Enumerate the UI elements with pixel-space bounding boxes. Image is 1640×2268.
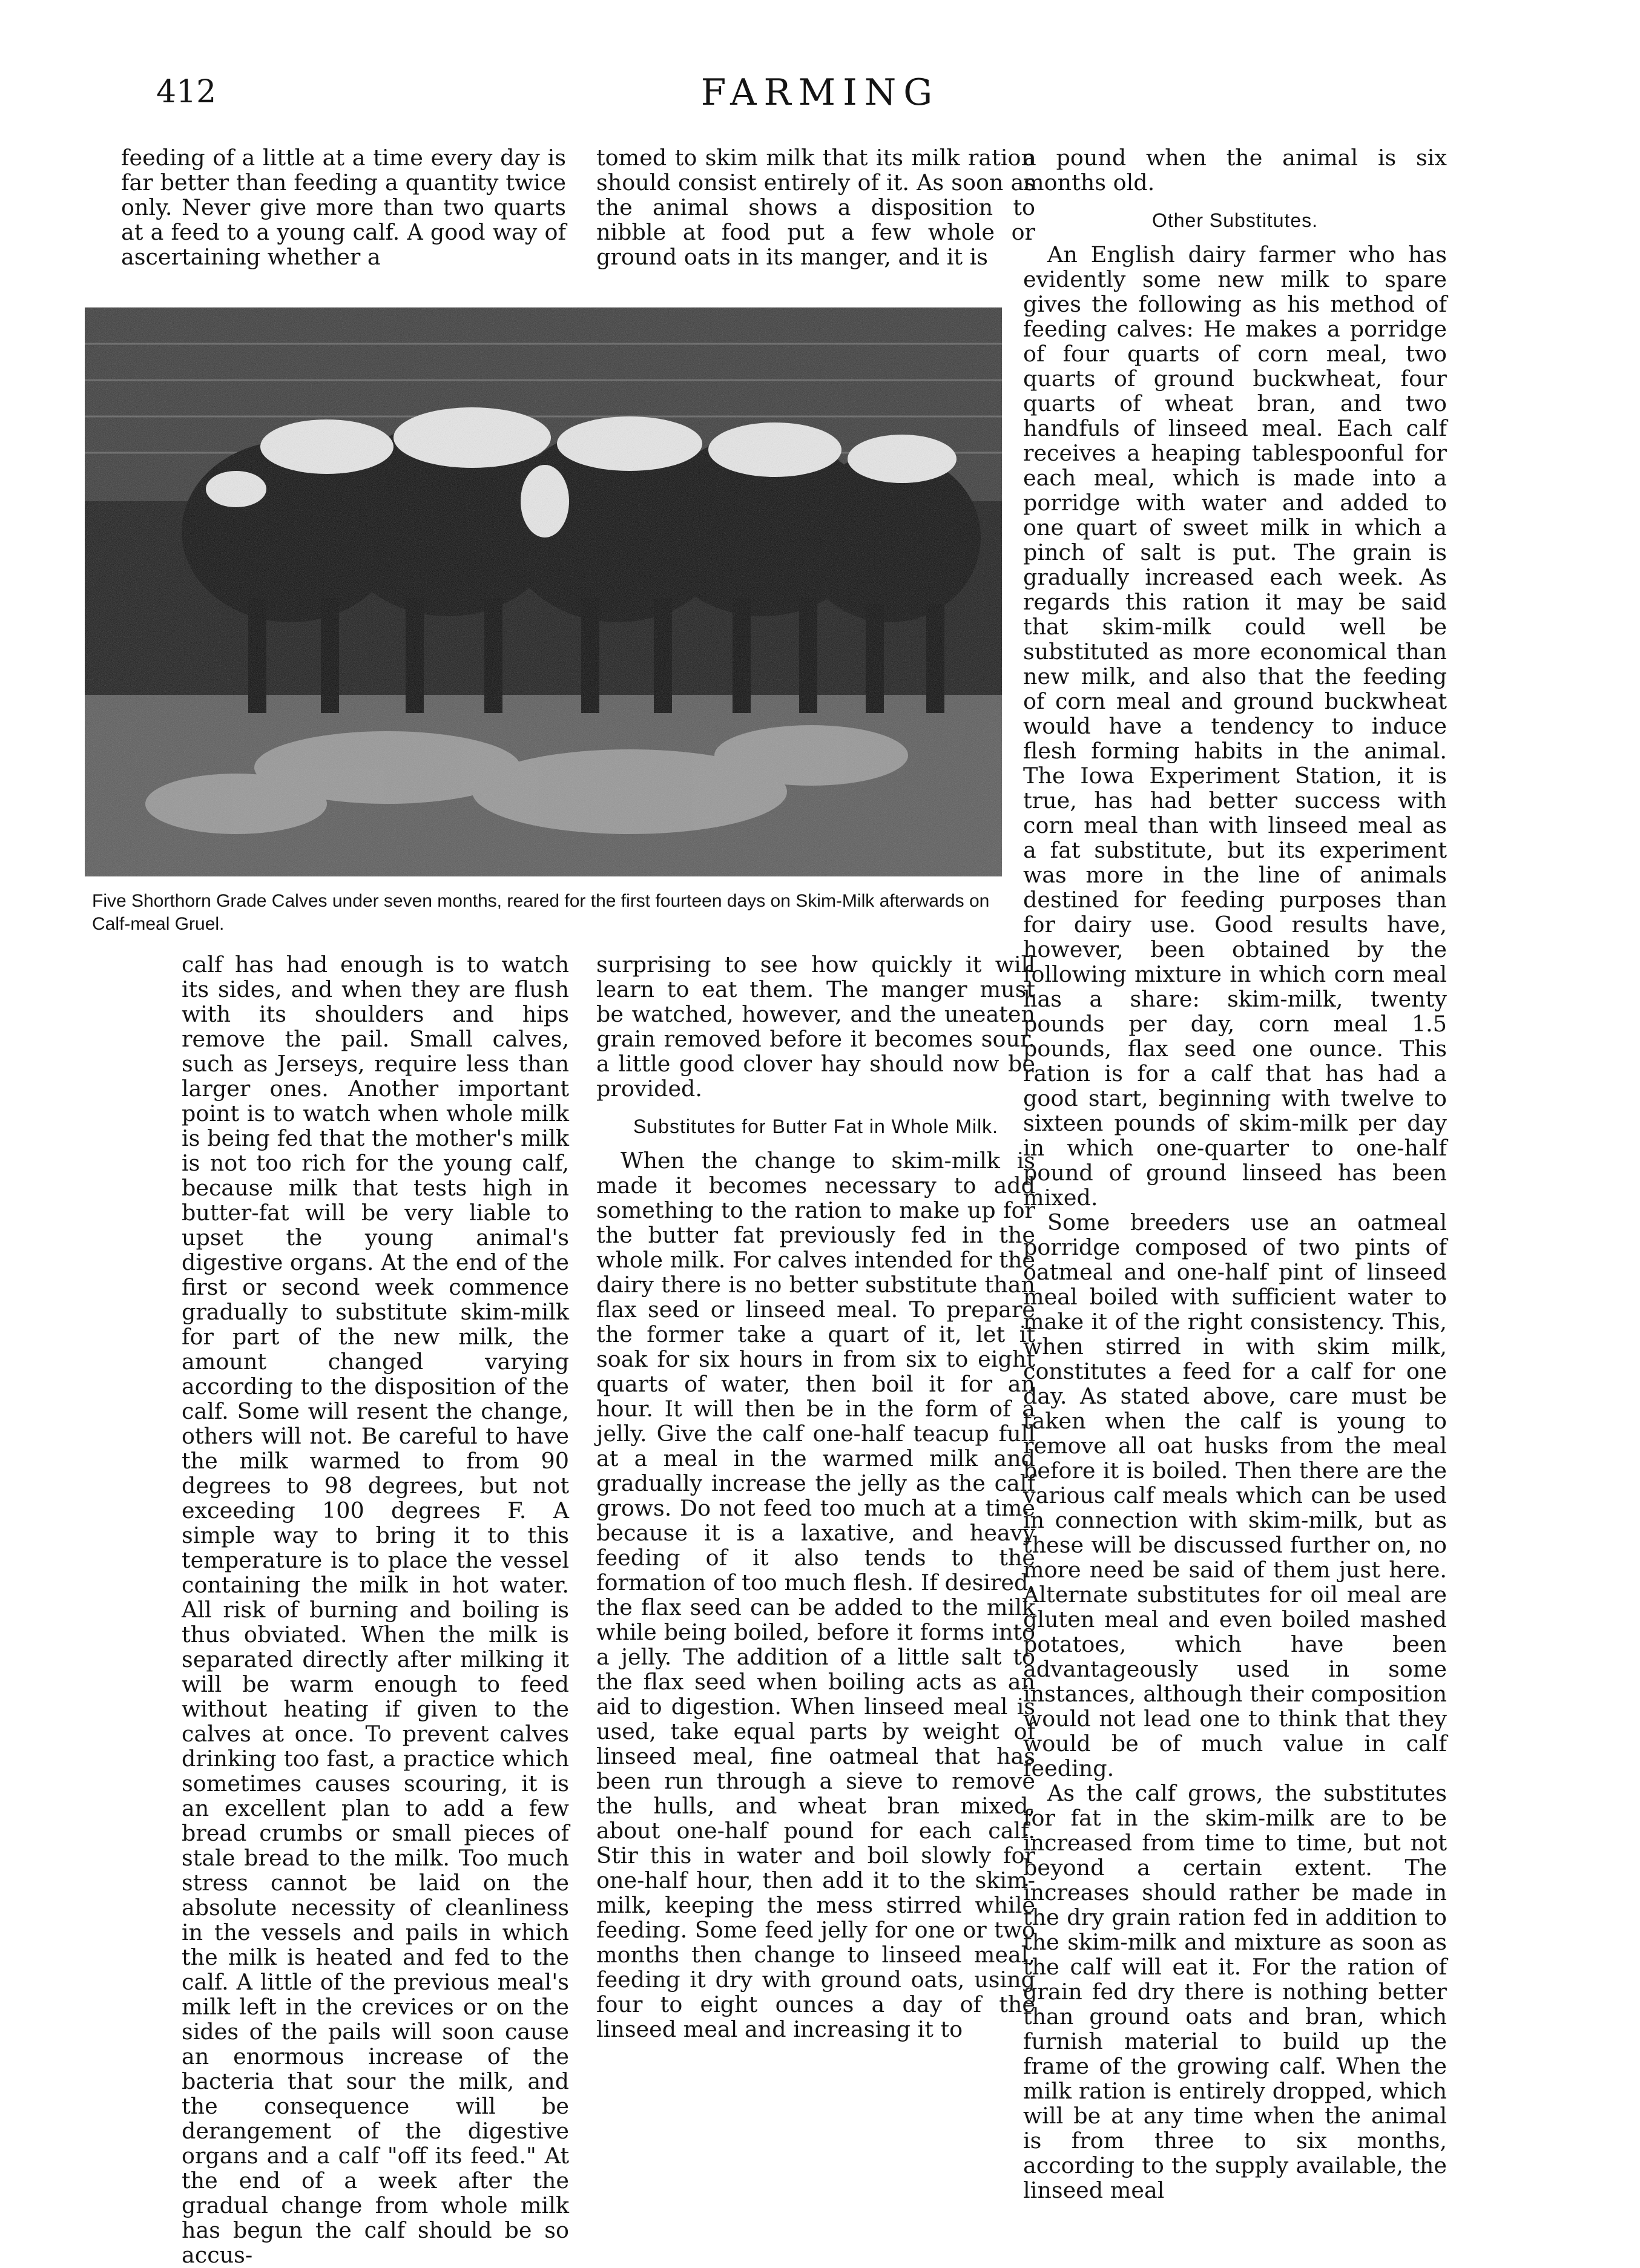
page-number: 412 — [156, 74, 217, 110]
section-heading-butter-fat: Substitutes for Butter Fat in Whole Milk. — [633, 1116, 998, 1137]
column-1-bottom — [182, 952, 569, 2267]
column-1-top — [121, 145, 566, 269]
col2-body-text: When the change to skim-milk is made it becomes necessary to add something to the ration to make up for the butter fat previously fed in the whole milk. For calves intended for the dairy there is no better substitute than flax seed or linseed meal. To prepare the former take a quart of it, let it soak for six hours in from six to eight quarts of water, then boil it for an hour. It will then be in the form of a jelly. Give the calf one-half teacup full at a meal in the warmed milk and gradually increase the jelly as the calf grows. Do not feed too much at a time because it is a laxative, and heavy feeding of it also tends to the formation of too much flesh. If desired, the flax seed can be added to the milk while being boiled, before it forms into a jelly. The addition of a little salt to the flax seed when boiling acts as an aid to digestion. When linseed meal is used, take equal parts by weight of linseed meal, fine oatmeal that has been run through a sieve to remove the hulls, and wheat bran mixed, about one-half pound for each calf. Stir this in water and boil slowly for one-half hour, then add it to the skim-milk, keeping the mess stirred while feeding. Some feed jelly for one or two months then change to linseed meal, feeding it dry with ground oats, using four to eight ounces a day of the linseed meal and increasing it to — [596, 1148, 1035, 2042]
column-2-bottom — [596, 952, 1035, 2042]
col2-top-text: tomed to skim milk that its milk ration should consist entirely of it. As soon as the animal shows a disposition to nibble at food put a few whole or ground oats in its manger, and it is — [596, 145, 1035, 270]
col3-paragraph-1: An English dairy farmer who has evidently some new milk to spare gives the following as his method of feeding calves: He makes a porridge of four quarts of corn meal, two quarts of ground buckwheat, four quarts of wheat bran, and two handfuls of linseed meal. Each calf receives a heaping tablespoonful for each meal, which is made into a porridge with water and added to one quart of sweet milk in which a pinch of salt is put. The grain is gradually increased each week. As regards this ration it may be said that skim-milk could well be substituted as more economical than new milk, and also that the feeding of corn meal and ground buckwheat would have a tendency to induce flesh forming habits in the animal. The Iowa Experiment Station, it is true, has had better success with corn meal than with linseed meal as a fat substitute, but its experiment was more in the line of animals destined for feeding purposes than for dairy use. Good results have, however, been obtained by the following mixture in which corn meal has a share: skim-milk, twenty pounds per day, corn meal 1.5 pounds, flax seed one ounce. This ration is for a calf that has had a good start, beginning with twelve to sixteen pounds of skim-milk per day in which one-quarter to one-half pound of ground linseed has been mixed. — [1023, 242, 1447, 1211]
col3-intro-text: a pound when the animal is six months old. — [1023, 145, 1447, 196]
col1-bottom-text: calf has had enough is to watch its sides, and when they are flush with its shoulders and hips remove the pail. Small calves, such as Jerseys, require less than larger ones. Another important point is to watch when whole milk is being fed that the mother's milk is not too rich for the young calf, because milk that tests high in butter-fat will be very liable to upset the young animal's digestive organs. At the end of the first or second week commence gradually to substitute skim-milk for part of the new milk, the amount changed varying according to the disposition of the calf. Some will resent the change, others will not. Be careful to have the milk warmed to from 90 degrees to 98 degrees, but not exceeding 100 degrees F. A simple way to bring it to this temperature is to place the vessel containing the milk in hot water. All risk of burning and boiling is thus obviated. When the milk is separated directly after milking it will be warm enough to feed without heating if given to the calves at once. To prevent calves drinking too fast, a practice which sometimes causes scouring, it is an excellent plan to add a few bread crumbs or small pieces of stale bread to the milk. Too much stress cannot be laid on the absolute necessity of cleanliness in the vessels and pails in which the milk is heated and fed to the calf. A little of the previous meal's milk left in the crevices or on the sides of the pails will soon cause an enormous increase of the bacteria that sour the milk, and the consequence will be derangement of the digestive organs and a calf "off its feed." At the end of a week after the gradual change from whole milk has begun the calf should be so accus- — [182, 952, 569, 2268]
calves-photograph — [85, 307, 1002, 876]
column-2-top — [596, 145, 1035, 269]
col2-intro-text: surprising to see how quickly it will learn to eat them. The manger must be watched, however, and the uneaten grain removed before it becomes sour. a little good clover hay should now be provided. — [596, 952, 1035, 1102]
col3-paragraph-2: Some breeders use an oatmeal porridge composed of two pints of oatmeal and one-half pint of linseed meal boiled with sufficient water to make it of the right consistency. This, when stirred in with skim milk, constitutes a feed for a calf for one day. As stated above, care must be taken when the calf is young to remove all oat husks from the meal before it is boiled. Then there are the various calf meals which can be used in connection with skim-milk, but as these will be discussed further on, no more need be said of them just here. Alternate substitutes for oil meal are gluten meal and even boiled mashed potatoes, which have been advantageously used in some instances, although their composition would not lead one to think that they would be of much value in calf feeding. — [1023, 1209, 1447, 1781]
col1-top-text: feeding of a little at a time every day is far better than feeding a quantity twice only. Never give more than two quarts at a feed to a young calf. A good way of ascertaining whether a — [121, 145, 566, 270]
col3-paragraph-3: As the calf grows, the substitutes for fat in the skim-milk are to be increased from time to time, but not beyond a certain extent. The increases should rather be made in the dry grain ration fed in addition to the skim-milk and mixture as soon as the calf will eat it. For the ration of grain fed dry there is nothing better than ground oats and bran, which furnish material to build up the frame of the growing calf. When the milk ration is entirely dropped, which will be at any time when the animal is from three to six months, according to the supply available, the linseed meal — [1023, 1780, 1447, 2203]
column-3 — [1023, 145, 1447, 2203]
calves-photo-image — [85, 307, 1002, 876]
section-heading-other-substitutes: Other Substitutes. — [1151, 209, 1319, 231]
running-title: FARMING — [700, 71, 940, 114]
figure-caption: Five Shorthorn Grade Calves under seven months, reared for the first fourteen days on Skim-Milk afterwards on Calf-meal Gruel. — [92, 891, 990, 934]
